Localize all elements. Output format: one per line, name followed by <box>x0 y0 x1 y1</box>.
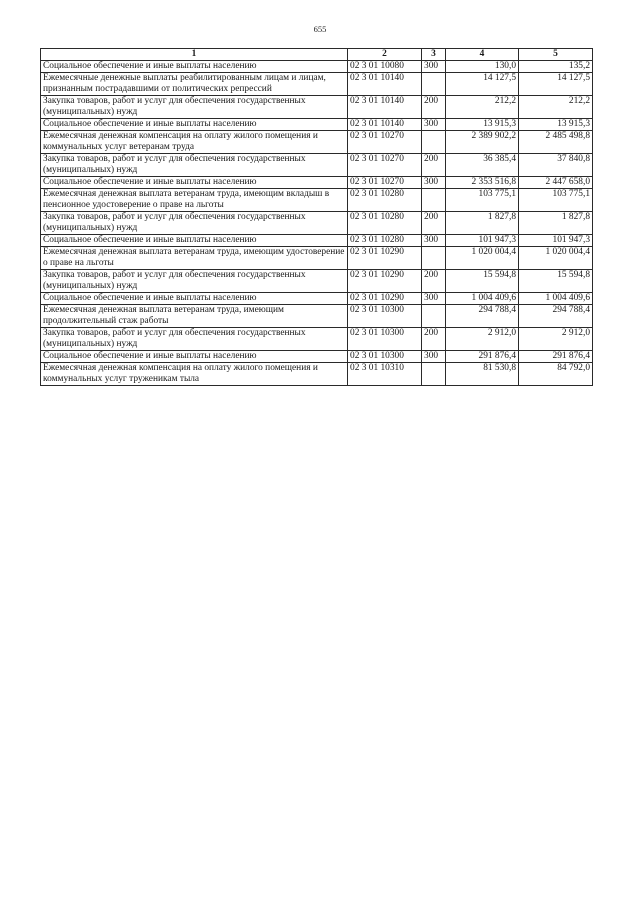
table-row <box>41 189 593 212</box>
table-row <box>41 305 593 328</box>
cell-expense-name: Социальное обеспечение и иные выплаты населению <box>41 177 348 189</box>
cell-target-code: 02 3 01 10280 <box>348 189 422 212</box>
table-row <box>41 293 593 305</box>
table-row <box>41 351 593 363</box>
cell-expense-name: Ежемесячная денежная выплата ветеранам труда, имеющим вкладыш в пенсионное удостоверение о праве на льготы <box>41 189 348 212</box>
cell-amount-year1: 14 127,5 <box>446 73 519 96</box>
cell-amount-year2: 101 947,3 <box>519 235 593 247</box>
cell-expense-type <box>422 305 446 328</box>
cell-amount-year2: 37 840,8 <box>519 154 593 177</box>
cell-expense-name: Закупка товаров, работ и услуг для обеспечения государственных (муниципальных) нужд <box>41 154 348 177</box>
cell-amount-year2: 15 594,8 <box>519 270 593 293</box>
cell-amount-year1: 1 827,8 <box>446 212 519 235</box>
cell-amount-year2: 294 788,4 <box>519 305 593 328</box>
cell-expense-type: 200 <box>422 328 446 351</box>
cell-expense-name: Ежемесячная денежная выплата ветеранам труда, имеющим продолжительный стаж работы <box>41 305 348 328</box>
cell-amount-year1: 130,0 <box>446 61 519 73</box>
table-row <box>41 363 593 386</box>
cell-amount-year1: 36 385,4 <box>446 154 519 177</box>
cell-target-code: 02 3 01 10280 <box>348 212 422 235</box>
cell-expense-name: Ежемесячная денежная выплата ветеранам труда, имеющим удостоверение о праве на льготы <box>41 247 348 270</box>
cell-amount-year2: 1 827,8 <box>519 212 593 235</box>
cell-amount-year2: 212,2 <box>519 96 593 119</box>
cell-amount-year1: 2 353 516,8 <box>446 177 519 189</box>
cell-amount-year2: 1 004 409,6 <box>519 293 593 305</box>
table-row <box>41 131 593 154</box>
page-number: 655 <box>313 24 327 34</box>
header-col-1: 1 <box>41 49 348 61</box>
cell-amount-year2: 1 020 004,4 <box>519 247 593 270</box>
table-row <box>41 212 593 235</box>
cell-expense-type: 200 <box>422 154 446 177</box>
cell-expense-name: Закупка товаров, работ и услуг для обеспечения государственных (муниципальных) нужд <box>41 96 348 119</box>
cell-expense-name: Ежемесячная денежная компенсация на оплату жилого помещения и коммунальных услуг ветеранам труда <box>41 131 348 154</box>
cell-expense-name: Социальное обеспечение и иные выплаты населению <box>41 235 348 247</box>
cell-amount-year1: 101 947,3 <box>446 235 519 247</box>
cell-expense-type: 300 <box>422 235 446 247</box>
cell-expense-type <box>422 363 446 386</box>
table-row <box>41 177 593 189</box>
cell-expense-name: Ежемесячная денежная компенсация на оплату жилого помещения и коммунальных услуг труженикам тыла <box>41 363 348 386</box>
table-body <box>41 61 593 386</box>
cell-amount-year2: 2 485 498,8 <box>519 131 593 154</box>
table-row <box>41 96 593 119</box>
cell-target-code: 02 3 01 10310 <box>348 363 422 386</box>
cell-amount-year1: 212,2 <box>446 96 519 119</box>
cell-expense-type: 200 <box>422 96 446 119</box>
cell-amount-year2: 2 912,0 <box>519 328 593 351</box>
cell-expense-name: Ежемесячные денежные выплаты реабилитированным лицам и лицам, признанным пострадавшими от политических репрессий <box>41 73 348 96</box>
cell-expense-type: 200 <box>422 212 446 235</box>
cell-expense-type <box>422 131 446 154</box>
table-row <box>41 154 593 177</box>
cell-expense-type <box>422 189 446 212</box>
cell-amount-year2: 14 127,5 <box>519 73 593 96</box>
cell-amount-year2: 13 915,3 <box>519 119 593 131</box>
cell-target-code: 02 3 01 10290 <box>348 293 422 305</box>
cell-amount-year1: 1 020 004,4 <box>446 247 519 270</box>
cell-amount-year1: 291 876,4 <box>446 351 519 363</box>
cell-expense-type: 300 <box>422 61 446 73</box>
cell-expense-name: Закупка товаров, работ и услуг для обеспечения государственных (муниципальных) нужд <box>41 212 348 235</box>
cell-target-code: 02 3 01 10290 <box>348 270 422 293</box>
cell-amount-year1: 294 788,4 <box>446 305 519 328</box>
table-row <box>41 247 593 270</box>
cell-amount-year2: 291 876,4 <box>519 351 593 363</box>
header-col-3: 3 <box>422 49 446 61</box>
cell-target-code: 02 3 01 10080 <box>348 61 422 73</box>
table-row <box>41 61 593 73</box>
cell-expense-name: Социальное обеспечение и иные выплаты населению <box>41 351 348 363</box>
cell-target-code: 02 3 01 10140 <box>348 96 422 119</box>
cell-target-code: 02 3 01 10290 <box>348 247 422 270</box>
cell-target-code: 02 3 01 10300 <box>348 305 422 328</box>
table-row <box>41 328 593 351</box>
cell-target-code: 02 3 01 10300 <box>348 328 422 351</box>
cell-expense-name: Закупка товаров, работ и услуг для обеспечения государственных (муниципальных) нужд <box>41 270 348 293</box>
cell-target-code: 02 3 01 10140 <box>348 73 422 96</box>
table-row <box>41 73 593 96</box>
cell-amount-year1: 103 775,1 <box>446 189 519 212</box>
cell-amount-year1: 2 912,0 <box>446 328 519 351</box>
cell-expense-type: 300 <box>422 177 446 189</box>
cell-target-code: 02 3 01 10140 <box>348 119 422 131</box>
cell-amount-year2: 135,2 <box>519 61 593 73</box>
cell-expense-name: Социальное обеспечение и иные выплаты населению <box>41 293 348 305</box>
header-col-4: 4 <box>446 49 519 61</box>
cell-target-code: 02 3 01 10270 <box>348 131 422 154</box>
header-col-5: 5 <box>519 49 593 61</box>
cell-amount-year1: 15 594,8 <box>446 270 519 293</box>
cell-expense-type: 200 <box>422 270 446 293</box>
table-row <box>41 119 593 131</box>
cell-target-code: 02 3 01 10270 <box>348 154 422 177</box>
table-header-row <box>41 49 593 61</box>
header-col-2: 2 <box>348 49 422 61</box>
cell-expense-name: Социальное обеспечение и иные выплаты населению <box>41 61 348 73</box>
cell-expense-type: 300 <box>422 293 446 305</box>
table-row <box>41 235 593 247</box>
cell-expense-name: Социальное обеспечение и иные выплаты населению <box>41 119 348 131</box>
cell-expense-type: 300 <box>422 119 446 131</box>
cell-expense-type <box>422 73 446 96</box>
cell-amount-year1: 13 915,3 <box>446 119 519 131</box>
cell-amount-year2: 103 775,1 <box>519 189 593 212</box>
cell-target-code: 02 3 01 10280 <box>348 235 422 247</box>
cell-amount-year2: 2 447 658,0 <box>519 177 593 189</box>
cell-target-code: 02 3 01 10270 <box>348 177 422 189</box>
cell-amount-year1: 2 389 902,2 <box>446 131 519 154</box>
cell-amount-year2: 84 792,0 <box>519 363 593 386</box>
cell-amount-year1: 1 004 409,6 <box>446 293 519 305</box>
table-row <box>41 270 593 293</box>
cell-expense-type <box>422 247 446 270</box>
budget-table <box>40 48 593 386</box>
cell-amount-year1: 81 530,8 <box>446 363 519 386</box>
cell-expense-type: 300 <box>422 351 446 363</box>
cell-target-code: 02 3 01 10300 <box>348 351 422 363</box>
cell-expense-name: Закупка товаров, работ и услуг для обеспечения государственных (муниципальных) нужд <box>41 328 348 351</box>
